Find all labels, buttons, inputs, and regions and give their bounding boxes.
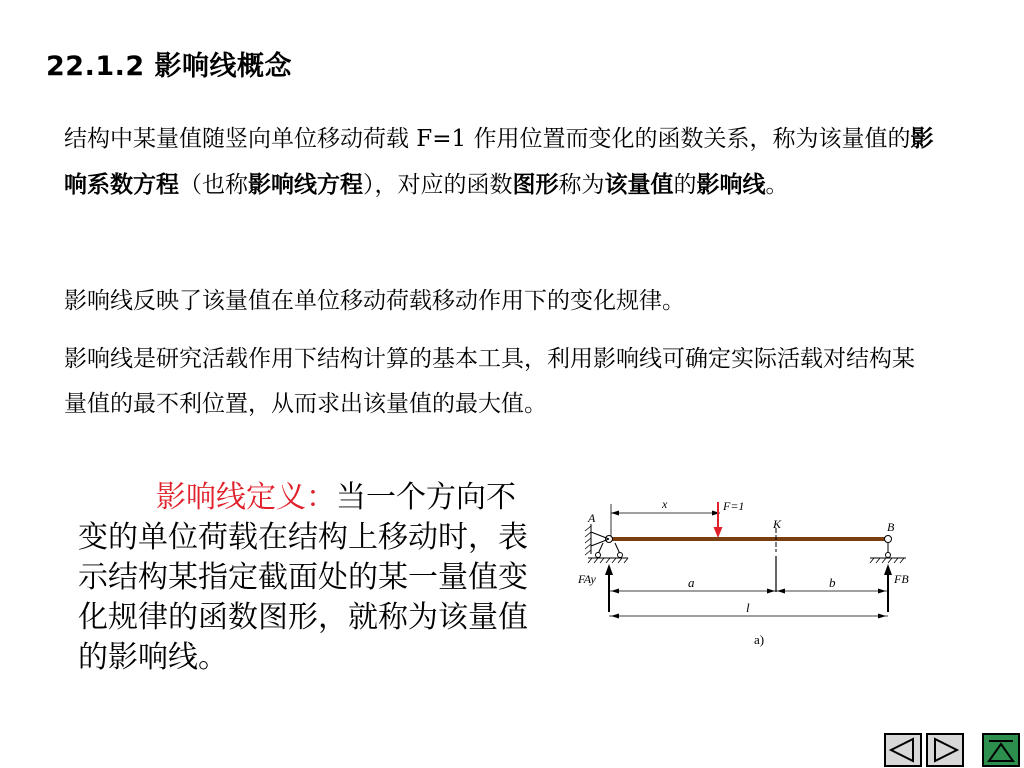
pin-B (886, 553, 891, 558)
label-l: l (746, 600, 750, 615)
definition-body: 当一个方向不变的单位荷载在结构上移动时，表示结构某指定截面处的某一量值变化规律的函数图形，就称为该量值的影响线。 (78, 480, 528, 675)
arrowhead (605, 564, 613, 575)
arrowhead (777, 589, 785, 594)
text: 结构中某量值随竖向单位移动荷载 F=1 作用位置而变化的函数关系，称为该量值的 (64, 126, 911, 152)
paragraph-tool: 影响线是研究活载作用下结构计算的基本工具，利用影响线可确定实际活载对结构某量值的最不利位置，从而求出该量值的最大值。 (64, 346, 915, 417)
link-A (591, 532, 609, 539)
paragraph-reflection: 影响线反映了该量值在单位移动荷载移动作用下的变化规律。 (64, 288, 685, 314)
hatch-B (870, 558, 904, 563)
prev-slide-button[interactable] (884, 733, 922, 767)
label-FB: FB (894, 572, 909, 586)
label-F: F=1 (723, 499, 745, 513)
load-arrowhead (714, 527, 723, 538)
link-A (591, 539, 609, 546)
caption-a: a) (754, 632, 765, 647)
bold-term: 影响线方程 (248, 171, 363, 198)
label-FAy: FAy (578, 572, 596, 586)
label-B: B (887, 520, 895, 534)
beam-diagram (570, 494, 910, 654)
text: 的 (673, 172, 697, 198)
label-A: A (588, 511, 596, 525)
paragraph-definition-text (64, 116, 934, 208)
pin-B (885, 536, 892, 543)
text: 称为 (558, 172, 605, 198)
definition-label: 影响线定义： (156, 480, 336, 515)
bold-term: 影响线 (696, 171, 766, 198)
bold-term: 影响系数方程 (64, 125, 934, 198)
bold-term: 该量值 (604, 171, 674, 198)
label-a: a (688, 575, 695, 590)
label-x: x (662, 497, 668, 511)
text: 。 (765, 172, 789, 198)
pin-A (596, 553, 601, 558)
text: ），对应的函数 (363, 172, 513, 198)
page-title: 22.1.2 影响线概念 (46, 51, 293, 82)
arrowhead (767, 589, 775, 594)
arrowhead (611, 511, 619, 516)
home-button[interactable] (982, 733, 1020, 767)
label-K: K (773, 517, 782, 531)
arrowhead (878, 589, 886, 594)
hatch-A (585, 526, 591, 555)
bold-term: 图形 (512, 171, 559, 198)
definition-block (78, 478, 538, 678)
label-b: b (829, 575, 836, 590)
arrowhead (611, 614, 619, 619)
next-slide-button[interactable] (926, 733, 964, 767)
arrowhead (878, 614, 886, 619)
text: （也称 (179, 172, 248, 198)
pin-A (618, 553, 623, 558)
hatch-A (588, 558, 628, 563)
arrowhead (884, 564, 892, 575)
arrowhead (611, 589, 619, 594)
